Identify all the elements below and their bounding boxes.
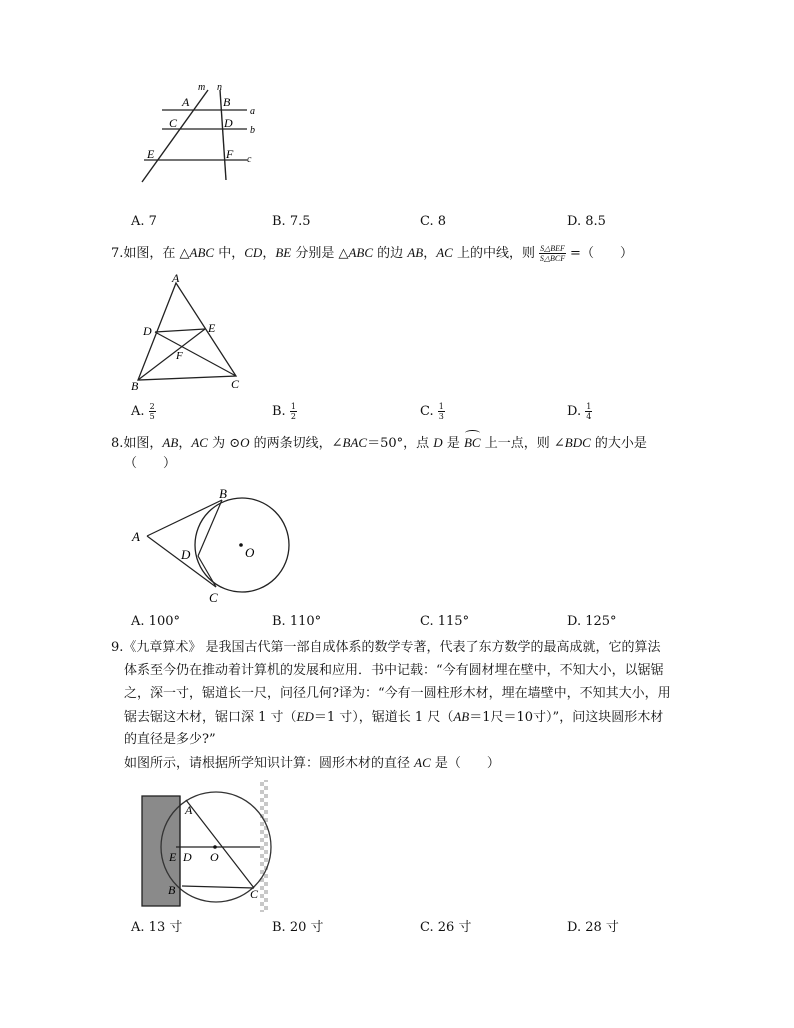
q6-option-a[interactable]: A. 7 — [131, 214, 157, 229]
chord-dc — [198, 556, 216, 587]
q9-stem-line4: 锯去锯这木材，锯口深 1 寸（ED＝1 寸），锯道长 1 尺（AB＝1尺＝10寸）”，问这块圆形木材 — [124, 709, 664, 725]
q7-stem: 7.如图，在 △ABC 中，CD，BE 分别是 △ABC 的边 AB，AC 上的中线，则 $\frac{\text{S△BEF}}{\text{S△BCF}}$ =（ ） — [111, 244, 633, 263]
q9-stem-line6: 如图所示，请根据所学知识计算：圆形木材的直径 AC 是（ ） — [124, 755, 500, 771]
tangent-ab — [147, 500, 222, 536]
q9-stem-line5: 的直径是多少?” — [124, 732, 216, 747]
label-B: B — [219, 486, 227, 501]
label-D: D — [143, 324, 152, 338]
q7-option-a[interactable]: A. $\frac{2}{5}$ — [131, 402, 155, 421]
q6-figure — [130, 80, 270, 190]
label-C: C — [169, 116, 178, 130]
label-A: A — [132, 529, 140, 544]
q8-option-c[interactable]: C. 115° — [420, 614, 470, 629]
q8-option-a[interactable]: A. 100° — [131, 614, 180, 629]
arc-bc: BC — [464, 433, 481, 453]
label-F: F — [176, 350, 183, 362]
label-b: b — [250, 125, 255, 136]
label-E: E — [169, 850, 177, 864]
label-D: D — [183, 850, 192, 864]
label-B: B — [168, 883, 176, 897]
label-A: A — [185, 803, 193, 817]
chord-bd — [198, 500, 222, 556]
q8-figure — [128, 480, 298, 605]
label-C: C — [209, 590, 218, 605]
q7-option-d[interactable]: D. $\frac{1}{4}$ — [567, 402, 592, 421]
label-C: C — [250, 887, 259, 901]
label-E: E — [208, 321, 216, 335]
label-E: E — [147, 147, 155, 161]
label-n: n — [217, 82, 222, 93]
q7-option-b[interactable]: B. $\frac{1}{2}$ — [272, 402, 296, 421]
q9-stem-line3: 之，深一寸，锯道长一尺，问径几何?译为：“今有一圆柱形木材，埋在墙壁中，不知其大小，用 — [124, 686, 671, 701]
label-D: D — [224, 116, 233, 130]
triangle-abc — [138, 283, 236, 380]
label-B: B — [223, 95, 231, 109]
line-m — [142, 90, 208, 182]
label-m: m — [198, 82, 206, 93]
q8-option-b[interactable]: B. 110° — [272, 614, 322, 629]
label-B: B — [131, 379, 139, 393]
q6-option-b[interactable]: B. 7.5 — [272, 214, 311, 229]
q9-stem-line1: 9.《九章算术》 是我国古代第一部自成体系的数学专著，代表了东方数学的最高成就，它的算法 — [111, 640, 661, 655]
q7-option-c[interactable]: C. $\frac{1}{3}$ — [420, 402, 444, 421]
label-a: a — [250, 106, 255, 117]
q6-option-d[interactable]: D. 8.5 — [567, 214, 606, 229]
label-c: c — [247, 154, 252, 165]
diameter-ac — [186, 800, 254, 888]
q9-figure — [136, 778, 281, 913]
chord-bc — [182, 886, 254, 888]
label-A: A — [182, 95, 190, 109]
q6-option-c[interactable]: C. 8 — [420, 214, 447, 229]
center-point — [239, 543, 243, 547]
label-O: O — [245, 545, 255, 560]
q9-option-d[interactable]: D. 28 寸 — [567, 920, 619, 935]
q9-option-b[interactable]: B. 20 寸 — [272, 920, 324, 935]
q8-stem-line2: （ ） — [124, 456, 177, 471]
q7-area-ratio: $\frac{\text{S△BEF}}{\text{S△BCF}}$ — [539, 244, 566, 263]
center-point — [213, 845, 217, 849]
label-F: F — [226, 147, 234, 161]
median-cd — [155, 332, 236, 376]
q8-stem-line1: 8.如图，AB，AC 为 ⊙O 的两条切线，∠BAC＝50°，点 D 是 BC 上一点，则 ∠BDC 的大小是 — [111, 435, 647, 451]
q9-option-c[interactable]: C. 26 寸 — [420, 920, 472, 935]
q9-stem-line2: 体系至今仍在推动着计算机的发展和应用．书中记载：“今有圆材埋在壁中，不知大小，以锯锯 — [124, 663, 664, 678]
q8-option-d[interactable]: D. 125° — [567, 614, 617, 629]
segment-de — [155, 329, 205, 332]
label-A: A — [172, 271, 180, 285]
label-C: C — [231, 377, 240, 391]
label-O: O — [210, 850, 219, 864]
q9-option-a[interactable]: A. 13 寸 — [131, 920, 183, 935]
label-D: D — [181, 547, 191, 562]
wall-edge — [260, 780, 268, 912]
q7-figure — [128, 270, 248, 395]
